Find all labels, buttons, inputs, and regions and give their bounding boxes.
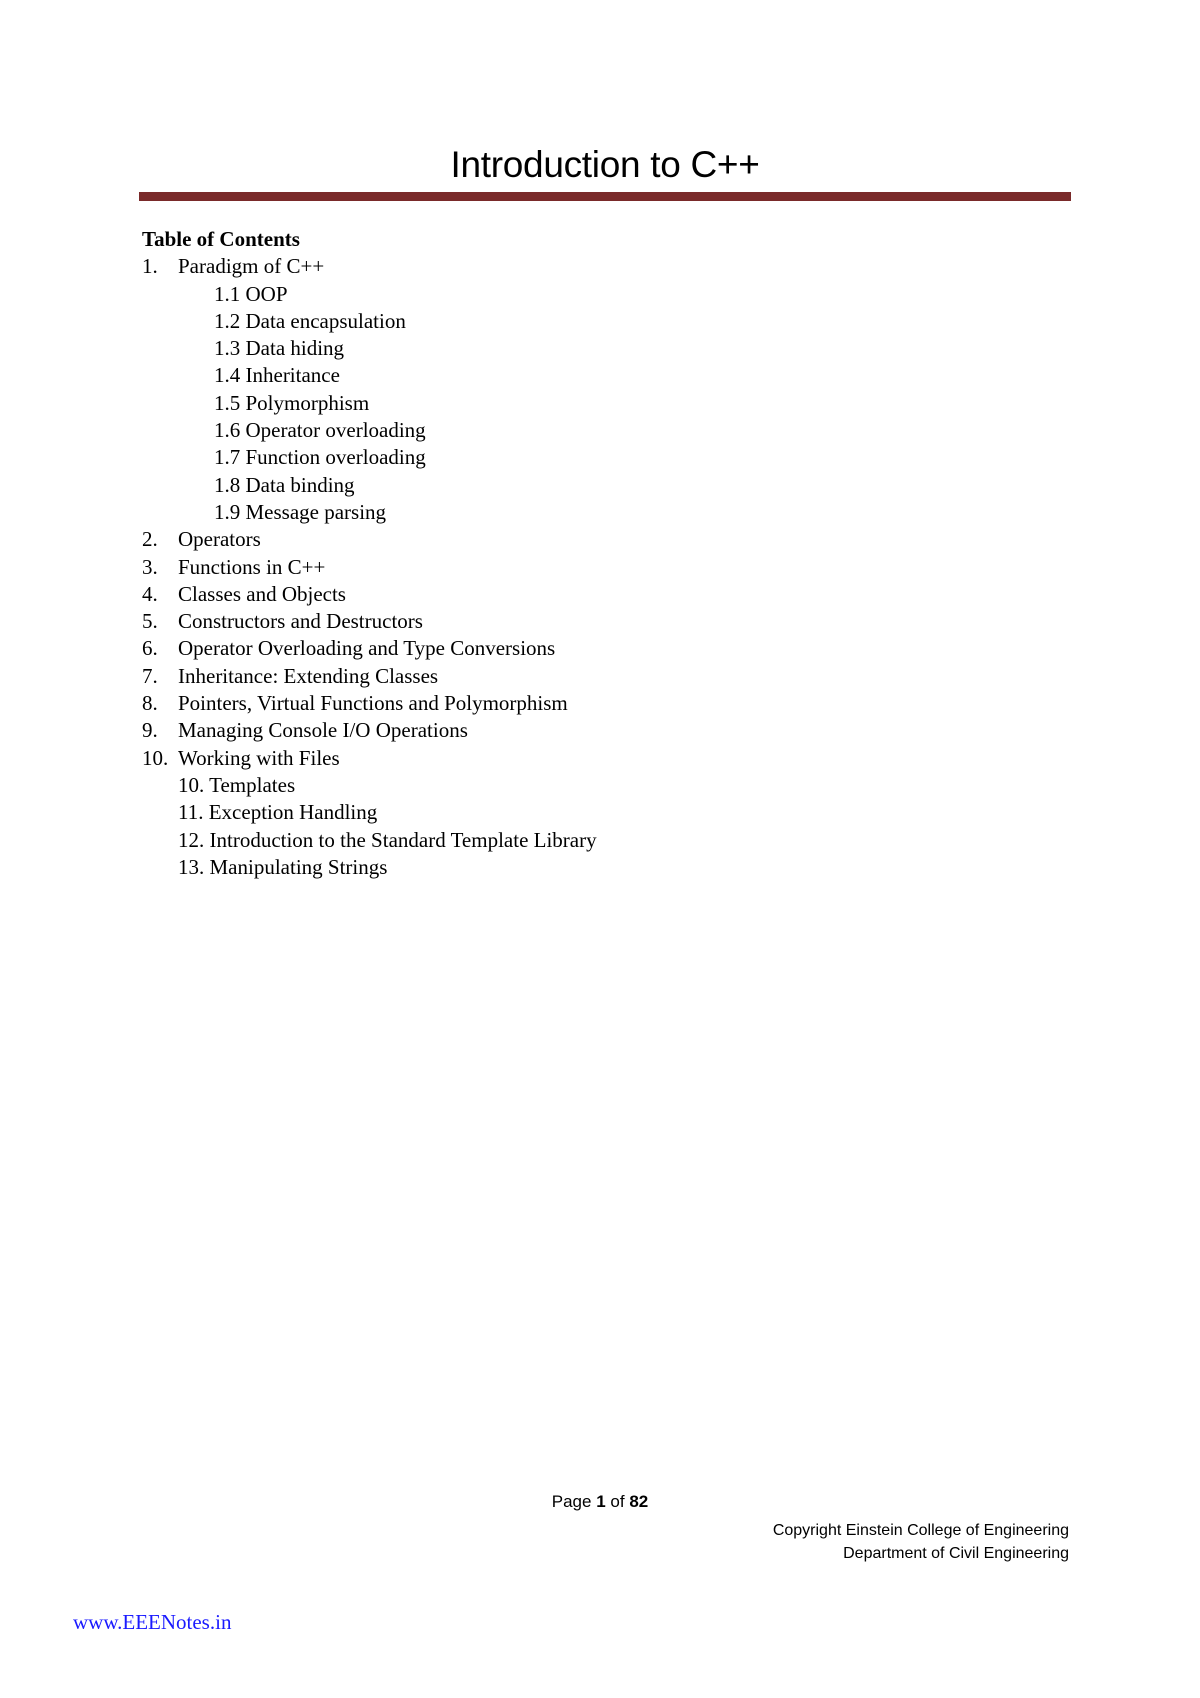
toc-item [142,799,597,826]
toc-item [142,526,597,553]
toc-item [142,581,597,608]
copyright-block [773,1519,1069,1565]
page-number [0,1492,1200,1512]
page-title: Introduction to C++ [450,144,760,185]
toc-list [142,253,597,881]
department-line: Department of Civil Engineering [843,1545,1069,1562]
toc-item [142,335,597,362]
copyright-line: Copyright Einstein College of Engineering [772,1522,1069,1539]
toc-item-number: 6. [142,636,158,661]
toc-item-number: 8. [142,691,158,716]
page-label: Page [551,1492,592,1511]
toc-item-label: 1.2 Data encapsulation [214,308,406,333]
toc-item-label: Operator Overloading and Type Conversions [178,636,556,661]
website-link[interactable]: www.EEENotes.in [73,1610,232,1634]
toc-item [142,253,597,280]
toc-item-label: Operators [178,527,261,552]
table-of-contents [142,226,597,881]
toc-item-label: Classes and Objects [178,581,346,606]
toc-item [142,472,597,499]
toc-item-label: Constructors and Destructors [178,609,423,634]
toc-item-label: 13. Manipulating Strings [178,854,388,879]
toc-item-label: 1.4 Inheritance [214,363,340,388]
toc-item [142,663,597,690]
toc-item-label: 1.6 Operator overloading [214,418,426,443]
toc-item-number: 1. [142,254,158,279]
toc-item-number: 5. [142,609,158,634]
toc-item [142,444,597,471]
toc-heading: Table of Contents [142,227,300,251]
toc-item-label: Managing Console I/O Operations [178,718,468,743]
toc-item [142,390,597,417]
toc-item-label: 11. Exception Handling [178,800,378,825]
toc-item-number: 7. [142,663,158,688]
toc-item [142,827,597,854]
toc-item-label: 1.1 OOP [214,281,288,306]
toc-item-label: Functions in C++ [178,554,326,579]
toc-item-label: Pointers, Virtual Functions and Polymorphism [178,691,568,716]
toc-item-number: 3. [142,554,158,579]
toc-item-label: 10. Templates [178,772,296,797]
toc-item [142,281,597,308]
toc-item-label: Working with Files [178,745,340,770]
toc-item-label: 12. Introduction to the Standard Template Library [178,827,597,852]
title-rule [139,192,1071,201]
toc-item [142,772,597,799]
page-of: of [610,1492,625,1511]
toc-item-label: Paradigm of C++ [178,254,325,279]
toc-item [142,554,597,581]
toc-item-label: Inheritance: Extending Classes [178,663,439,688]
toc-item-label: 1.8 Data binding [214,472,355,497]
toc-item-number: 4. [142,581,158,606]
toc-item [142,417,597,444]
toc-item-number: 2. [142,527,158,552]
toc-item [142,308,597,335]
toc-item-number: 10. [142,745,169,770]
page-current: 1 [596,1492,606,1511]
toc-item [142,717,597,744]
toc-item-number: 9. [142,718,158,743]
toc-item-label: 1.9 Message parsing [214,499,387,524]
toc-item [142,635,597,662]
toc-item [142,499,597,526]
toc-item-label: 1.5 Polymorphism [214,390,370,415]
toc-item [142,362,597,389]
toc-item-label: 1.7 Function overloading [214,445,426,470]
page-total: 82 [629,1492,649,1511]
toc-item [142,745,597,772]
toc-item [142,608,597,635]
toc-item-label: 1.3 Data hiding [214,336,345,361]
toc-item [142,854,597,881]
toc-item [142,690,597,717]
